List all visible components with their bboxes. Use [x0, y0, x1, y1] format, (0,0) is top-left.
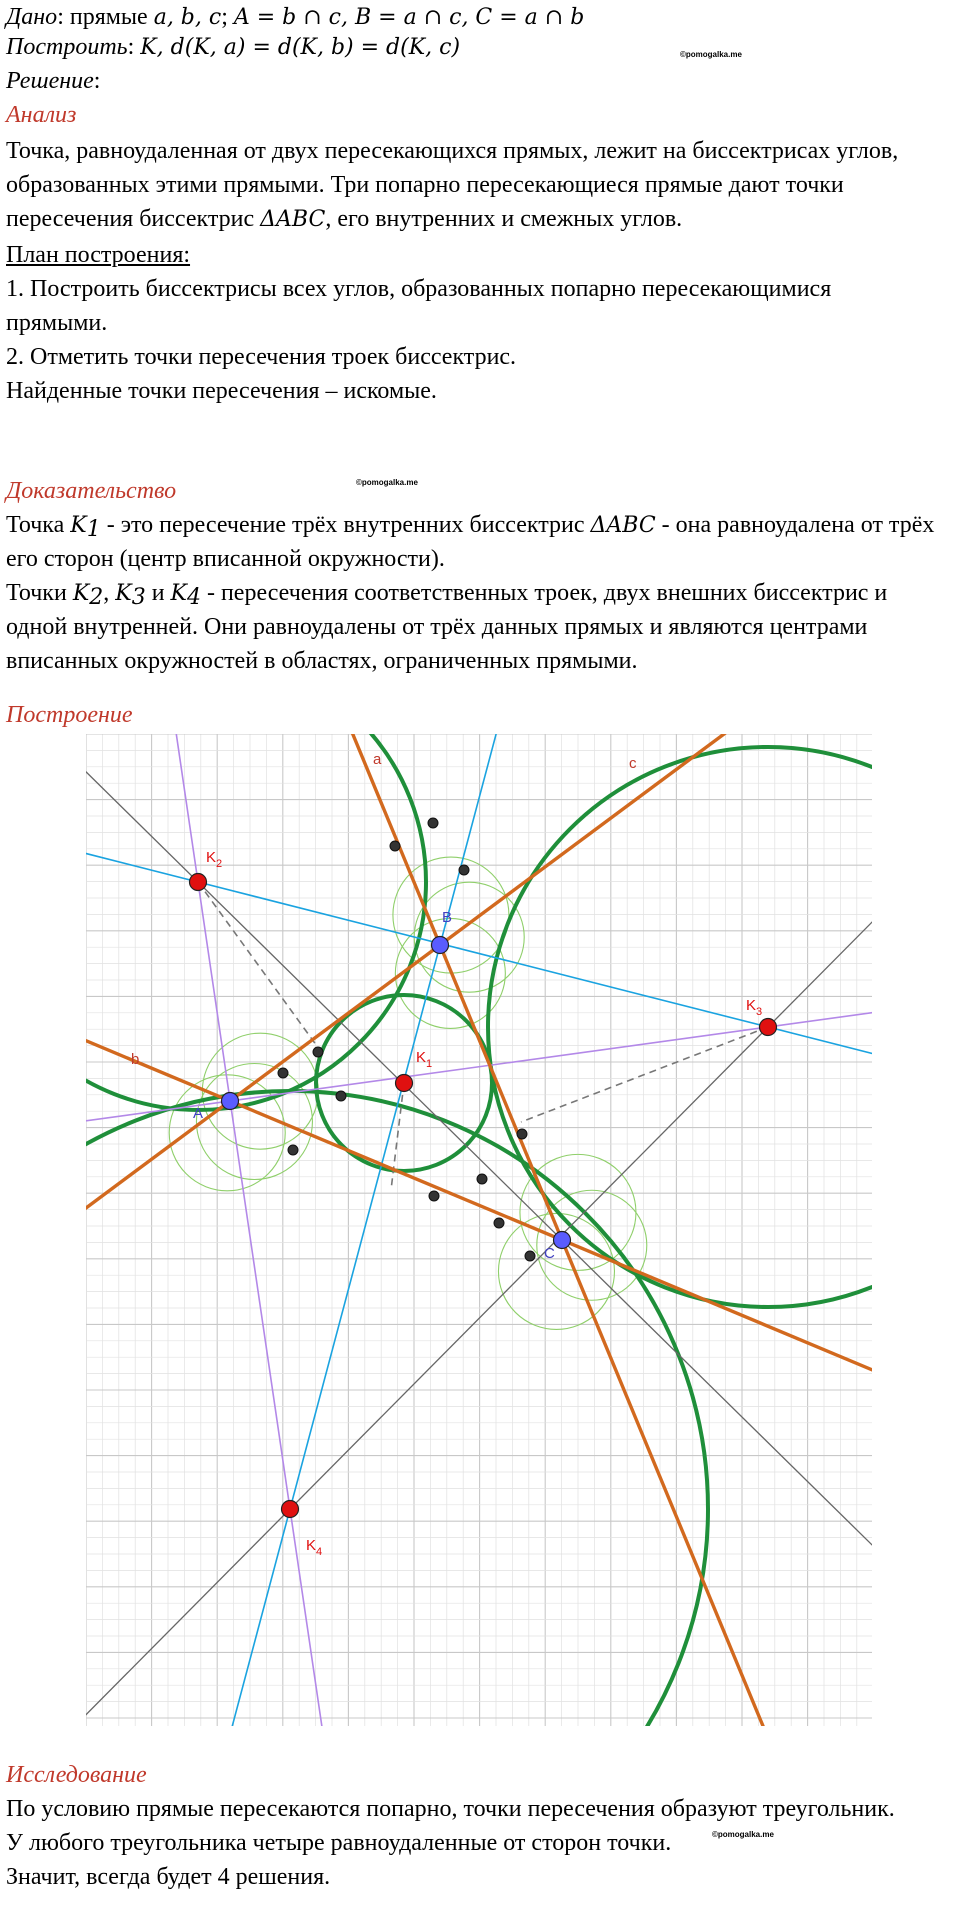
k-point — [396, 1075, 413, 1092]
research-text: У любого треугольника четыре равноудаленные от сторон точки. — [6, 1830, 672, 1856]
vertex-point — [222, 1093, 239, 1110]
watermark: ©pomogalka.me — [680, 50, 742, 59]
point-c-label: C — [544, 1245, 555, 1262]
tangent-points — [278, 818, 535, 1261]
proof-text: одной внутренней. Они равноудалены от трёх данных прямых и являются центрами — [6, 614, 868, 640]
tangent-point — [525, 1251, 535, 1261]
proof-heading: Доказательство — [6, 478, 177, 504]
k1-label: $K_1$ — [416, 1049, 433, 1070]
analysis-text: пересечения биссектрис ΔABC, его внутренних и смежных углов. — [6, 206, 683, 232]
line-c-label: c — [629, 755, 637, 772]
vertex-point — [432, 937, 449, 954]
tangent-point — [313, 1047, 323, 1057]
line-b-label: b — [131, 1051, 140, 1068]
watermark: ©pomogalka.me — [712, 1830, 774, 1839]
k4-label: $K_4$ — [306, 1537, 323, 1558]
k2-label: $K_2$ — [206, 849, 223, 870]
research-heading: Исследование — [6, 1762, 147, 1788]
solution-line: Решение: — [6, 68, 101, 94]
proof-text: его сторон (центр вписанной окружности). — [6, 546, 445, 572]
given-line: Дано: прямые a, b, c; A = b ∩ c, B = a ∩ c, C = a ∩ b — [6, 4, 585, 30]
construction-heading: Построение — [6, 702, 133, 728]
excircle-k4 — [86, 1091, 708, 1726]
tangent-point — [390, 841, 400, 851]
plan-heading: План построения: — [6, 242, 191, 268]
tangent-point — [429, 1191, 439, 1201]
k-point — [760, 1019, 777, 1036]
research-text: По условию прямые пересекаются попарно, точки пересечения образуют треугольник. — [6, 1796, 895, 1822]
tangent-point — [336, 1091, 346, 1101]
construction-figure — [86, 734, 872, 1726]
tangent-point — [494, 1218, 504, 1228]
k-point — [282, 1501, 299, 1518]
analysis-text: образованных этими прямыми. Три попарно пересекающиеся прямые дают точки — [6, 172, 844, 198]
proof-text: вписанных окружностей в областях, ограниченных прямыми. — [6, 648, 638, 674]
point-b-label: B — [442, 909, 453, 926]
plan-item-1-cont: прямыми. — [6, 310, 108, 336]
point-a-label: A — [193, 1105, 204, 1122]
given-label: Дано — [6, 4, 58, 30]
tangent-point — [517, 1129, 527, 1139]
construct-label: Построить — [6, 34, 128, 60]
plan-item-2: 2. Отметить точки пересечения троек биссектрис. — [6, 344, 517, 370]
proof-text: Точка $K_1$ - это пересечение трёх внутренних биссектрис ΔABC - она равноудалена от трёх — [6, 512, 935, 542]
k-point — [190, 874, 207, 891]
analysis-text: Точка, равноудаленная от двух пересекающихся прямых, лежит на биссектрисах углов, — [6, 138, 899, 164]
line-a-label: a — [373, 751, 382, 768]
plan-item-1: 1. Построить биссектрисы всех углов, образованных попарно пересекающимися — [6, 276, 832, 302]
research-text: Значит, всегда будет 4 решения. — [6, 1864, 331, 1890]
analysis-heading: Анализ — [6, 102, 77, 128]
tangent-point — [477, 1174, 487, 1184]
dashed-radius — [521, 1027, 768, 1122]
tangent-point — [288, 1145, 298, 1155]
proof-text: Точки $K_2$, $K_3$ и $K_4$ - пересечения соответственных троек, двух внешних биссектрис и — [6, 580, 888, 610]
tangent-point — [278, 1068, 288, 1078]
k3-label: $K_3$ — [746, 997, 763, 1018]
dashed-radius — [198, 882, 322, 1053]
tangent-point — [428, 818, 438, 828]
vertex-point — [554, 1232, 571, 1249]
construct-line: Построить: K, d(K, a) = d(K, b) = d(K, c) — [6, 34, 461, 60]
watermark: ©pomogalka.me — [356, 478, 418, 487]
analysis-conclusion: Найденные точки пересечения – искомые. — [6, 378, 437, 404]
tangent-point — [459, 865, 469, 875]
